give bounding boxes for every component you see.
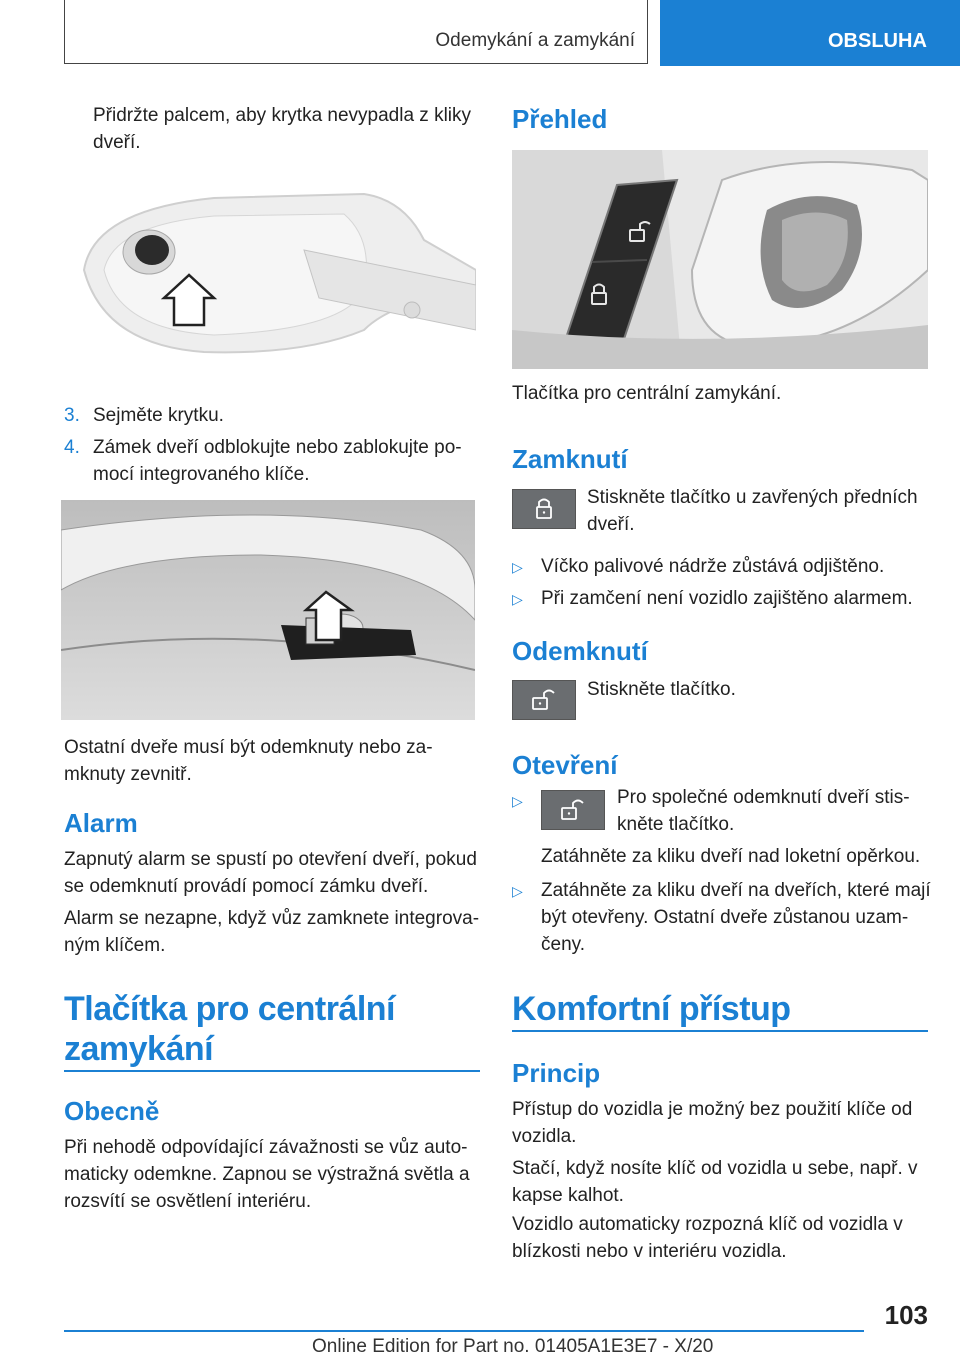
- section-rule: [512, 1030, 928, 1032]
- lock-bullet-2: [512, 585, 957, 612]
- section-rule: [64, 1070, 480, 1072]
- door-handle-cover-photo: [64, 180, 476, 358]
- step-3: [64, 402, 503, 429]
- triangle-right-icon: ▷: [512, 883, 523, 899]
- step-number: 4.: [64, 437, 80, 458]
- lock-open-icon: [541, 790, 605, 830]
- principle-p3-line-2: blízkosti nebo v interiéru vozidla.: [512, 1241, 787, 1262]
- general-p-line-2: maticky odemkne. Zapnou se výstražná světla a: [64, 1164, 470, 1185]
- general-p-line-1: Při nehodě odpovídající závažnosti se vůz auto‐: [64, 1137, 468, 1158]
- triangle-right-icon: ▷: [512, 793, 523, 809]
- open-b1-line-2: kněte tlačítko.: [617, 814, 735, 835]
- principle-p1-line-2: vozidla.: [512, 1126, 577, 1147]
- header-title: Odemykání a zamykání: [435, 30, 635, 51]
- central-locking-heading-line-1: Tlačítka pro centrální: [64, 990, 395, 1028]
- step-text: Zámek dveří odblokujte nebo zablokujte po‐: [93, 437, 462, 458]
- step-number: 3.: [64, 405, 80, 426]
- lock-closed-icon: [512, 489, 576, 529]
- comfort-access-heading: Komfortní přístup: [512, 990, 791, 1028]
- alarm-heading: Alarm: [64, 808, 138, 838]
- principle-p3-line-1: Vozidlo automaticky rozpozná klíč od vozidla v: [512, 1214, 903, 1235]
- page-number: 103: [884, 1300, 928, 1330]
- unlock-text: Stiskněte tlačítko.: [587, 679, 736, 700]
- bullet-text: Víčko palivové nádrže zůstává odjištěno.: [541, 556, 885, 577]
- alarm-p1-line-1: Zapnutý alarm se spustí po otevření dveří, pokud: [64, 849, 477, 870]
- lock-text-line-1: Stiskněte tlačítko u zavřených předních: [587, 487, 918, 508]
- alarm-p1-line-2: se odemknutí provádí pomocí zámku dveří.: [64, 876, 429, 897]
- principle-heading: Princip: [512, 1058, 601, 1088]
- central-locking-heading-line-2: zamykání: [64, 1030, 214, 1068]
- lock-open-icon: [512, 680, 576, 720]
- step-text: Sejměte krytku.: [93, 405, 224, 426]
- section-tab: OBSLUHA: [660, 0, 960, 66]
- lock-heading: Zamknutí: [512, 444, 628, 474]
- open-bullet-2: [512, 877, 957, 958]
- open-heading: Otevření: [512, 750, 618, 780]
- intro-line-2: dveří.: [93, 132, 141, 153]
- overview-caption: Tlačítka pro centrální zamykání.: [512, 383, 782, 404]
- door-handle-key-photo: [61, 500, 475, 720]
- unlock-heading: Odemknutí: [512, 636, 648, 666]
- overview-heading: Přehled: [512, 104, 608, 134]
- footer-edition: Online Edition for Part no. 01405A1E3E7 - X/20: [312, 1336, 714, 1357]
- step-4: [64, 434, 503, 488]
- other-doors-line-1: Ostatní dveře musí být odemknuty nebo za‐: [64, 737, 433, 758]
- header-frame: [64, 0, 648, 64]
- lock-bullet-1: [512, 553, 957, 580]
- bullet-text: Při zamčení není vozidlo zajištěno alarmem.: [541, 588, 913, 609]
- general-p-line-3: rozsvítí se osvětlení interiéru.: [64, 1191, 312, 1212]
- lock-text-line-2: dveří.: [587, 514, 635, 535]
- alarm-p2-line-2: ným klíčem.: [64, 935, 166, 956]
- other-doors-line-2: mknuty zevnitř.: [64, 764, 192, 785]
- footer-rule: [64, 1330, 864, 1332]
- triangle-right-icon: ▷: [512, 559, 523, 575]
- bullet-text: být otevřeny. Ostatní dveře zůstanou uzam‐: [541, 907, 909, 928]
- principle-p2-line-2: kapse kalhot.: [512, 1185, 624, 1206]
- intro-line-1: Přidržte palcem, aby krytka nevypadla z kliky: [93, 105, 472, 126]
- bullet-text: Zatáhněte za kliku dveří na dveřích, které mají: [541, 880, 931, 901]
- central-locking-buttons-photo: [512, 150, 928, 369]
- triangle-right-icon: ▷: [512, 591, 523, 607]
- open-b1-line-1: Pro společné odemknutí dveří stis‐: [617, 787, 910, 808]
- alarm-p2-line-1: Alarm se nezapne, když vůz zamknete integrova‐: [64, 908, 480, 929]
- principle-p1-line-1: Přístup do vozidla je možný bez použití klíče od: [512, 1099, 913, 1120]
- general-heading: Obecně: [64, 1096, 160, 1126]
- principle-p2-line-1: Stačí, když nosíte klíč od vozidla u sebe, např. v: [512, 1158, 918, 1179]
- open-b1-after: Zatáhněte za kliku dveří nad loketní opěrkou.: [541, 846, 921, 867]
- bullet-text: čeny.: [541, 934, 586, 955]
- step-text: mocí integrovaného klíče.: [93, 464, 310, 485]
